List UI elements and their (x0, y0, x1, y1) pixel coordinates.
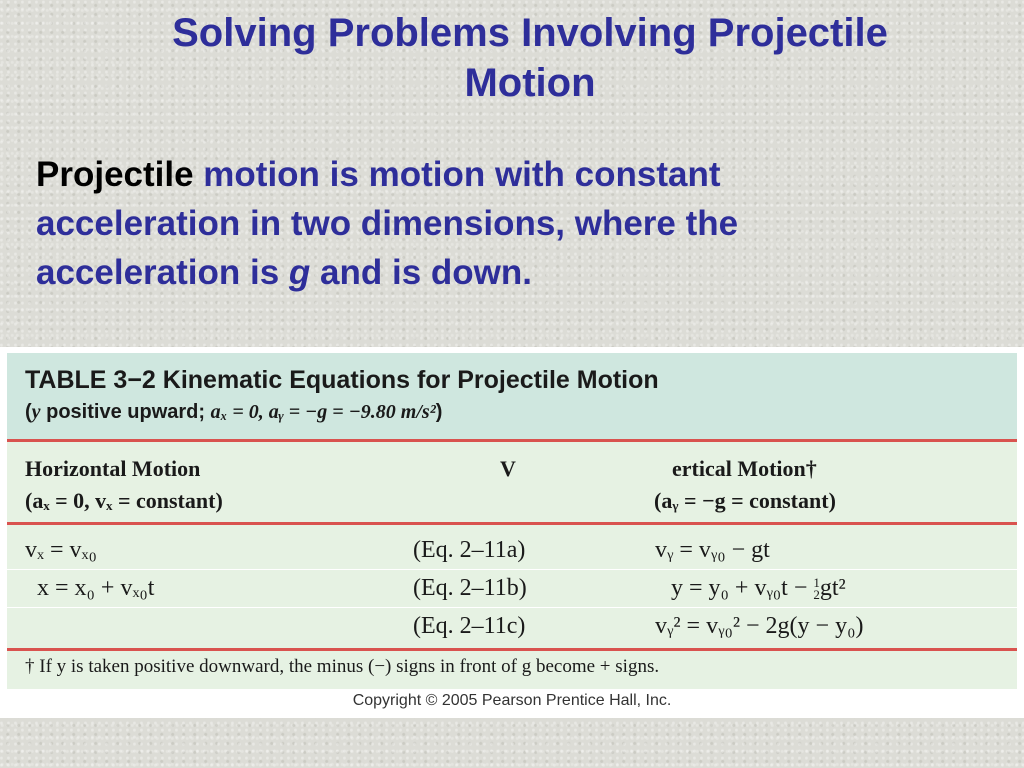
subtitle-y: y (31, 401, 41, 423)
row3-eq-number: (Eq. 2–11c) (413, 613, 526, 639)
row-divider (7, 607, 1017, 608)
slide-title-line2: Motion (464, 61, 596, 105)
slide-title (40, 8, 1020, 108)
col-vertical-condition: (aᵧ = −g = constant) (654, 488, 836, 513)
table-subtitle: (y positive upward; aₓ = 0, aᵧ = −g = −9.80 m/s²) (25, 401, 443, 423)
lead-text-part2: and is down. (310, 253, 532, 292)
header-rule (7, 439, 1017, 442)
lead-g-symbol: g (288, 253, 311, 292)
lead-paragraph (36, 150, 856, 297)
kinematics-table (7, 353, 1017, 689)
row2-vertical-eq-a: y = y₀ + vᵧ₀t − (671, 575, 808, 601)
table-header (7, 353, 1017, 439)
row1-eq-number: (Eq. 2–11a) (413, 537, 526, 563)
row1-horizontal-eq: vₓ = vₓ₀ (25, 537, 97, 563)
col-horizontal-title: Horizontal Motion (25, 456, 201, 481)
col-horizontal-condition: (aₓ = 0, vₓ = constant) (25, 488, 223, 513)
row-divider (7, 569, 1017, 570)
fraction-denominator: 2 (813, 587, 820, 603)
table-figure (0, 347, 1024, 718)
row2-eq-number: (Eq. 2–11b) (413, 575, 527, 601)
subtitle-text: positive upward; (46, 401, 206, 423)
fraction-numerator: 1 (813, 575, 820, 591)
footnote-rule (7, 648, 1017, 651)
subtitle-equations: aₓ = 0, aᵧ = −g = −9.80 m/s² (210, 401, 436, 423)
row3-vertical-eq: vᵧ² = vᵧ₀² − 2g(y − y₀) (655, 613, 864, 639)
row1-vertical-eq: vᵧ = vᵧ₀ − gt (655, 537, 770, 563)
row2-vertical-eq-b: gt² (819, 575, 846, 601)
copyright-notice: Copyright © 2005 Pearson Prentice Hall, Inc. (352, 692, 672, 709)
table-footnote: † If y is taken positive downward, the minus (−) signs in front of g become + signs. (25, 656, 660, 677)
lead-keyword: Projectile (36, 155, 194, 194)
slide-title-line1: Solving Problems Involving Projectile (172, 11, 888, 55)
columns-rule (7, 522, 1017, 525)
col-vertical-title: ertical Motion† (672, 456, 817, 481)
lead-text-part1: motion is motion with constant acceleration in two dimensions, where the acceleration is (36, 155, 739, 292)
row2-horizontal-eq: x = x₀ + vₓ₀t (37, 575, 155, 601)
table-title: TABLE 3−2 Kinematic Equations for Projectile Motion (25, 366, 659, 394)
col-mid-letter: V (500, 456, 516, 481)
row2-vertical-eq (671, 575, 846, 602)
